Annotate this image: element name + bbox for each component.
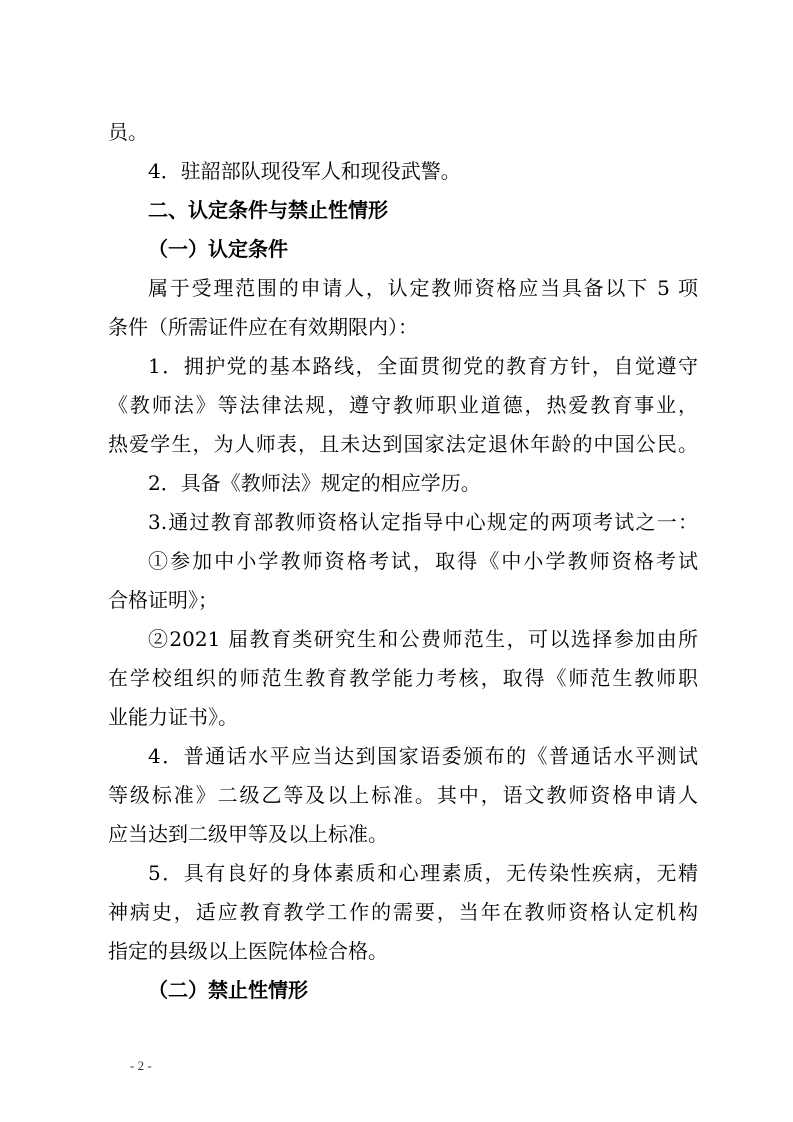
paragraph-line: 《教师法》等法律法规，遵守教师职业道德，热爱教育事业， xyxy=(108,393,698,417)
paragraph-line: 等级标准》二级乙等及以上标准。其中，语文教师资格申请人 xyxy=(108,783,698,807)
list-item: 4．驻韶部队现役军人和现役武警。 xyxy=(148,159,461,183)
page-number: - 2 - xyxy=(130,1058,152,1073)
paragraph-line: 应当达到二级甲等及以上标准。 xyxy=(108,822,388,846)
sub-item: ②2021 届教育类研究生和公费师范生，可以选择参加由所 xyxy=(148,627,698,651)
paragraph-line: 合格证明》； xyxy=(108,588,218,612)
list-item: 5．具有良好的身体素质和心理素质，无传染性疾病，无精 xyxy=(148,861,698,885)
paragraph-line: 条件（所需证件应在有效期限内）： xyxy=(108,315,418,339)
paragraph-line: 业能力证书》。 xyxy=(108,705,238,729)
paragraph-line: 热爱学生，为人师表，且未达到国家法定退休年龄的中国公民。 xyxy=(108,432,698,456)
text-line: 员。 xyxy=(108,120,148,144)
paragraph-line: 属于受理范围的申请人，认定教师资格应当具备以下 5 项 xyxy=(148,276,698,300)
list-item: 4．普通话水平应当达到国家语委颁布的《普通话水平测试 xyxy=(148,744,698,768)
list-item: 1．拥护党的基本路线，全面贯彻党的教育方针，自觉遵守 xyxy=(148,354,698,378)
list-item: 2．具备《教师法》规定的相应学历。 xyxy=(148,471,481,495)
list-item: 3.通过教育部教师资格认定指导中心规定的两项考试之一： xyxy=(148,510,698,534)
subsection-heading: （一）认定条件 xyxy=(148,237,288,261)
sub-item: ①参加中小学教师资格考试，取得《中小学教师资格考试 xyxy=(148,549,698,573)
section-heading: 二、认定条件与禁止性情形 xyxy=(148,198,388,222)
subsection-heading: （二）禁止性情形 xyxy=(148,978,308,1002)
paragraph-line: 神病史，适应教育教学工作的需要，当年在教师资格认定机构 xyxy=(108,900,698,924)
paragraph-line: 在学校组织的师范生教育教学能力考核，取得《师范生教师职 xyxy=(108,666,698,690)
paragraph-line: 指定的县级以上医院体检合格。 xyxy=(108,939,388,963)
